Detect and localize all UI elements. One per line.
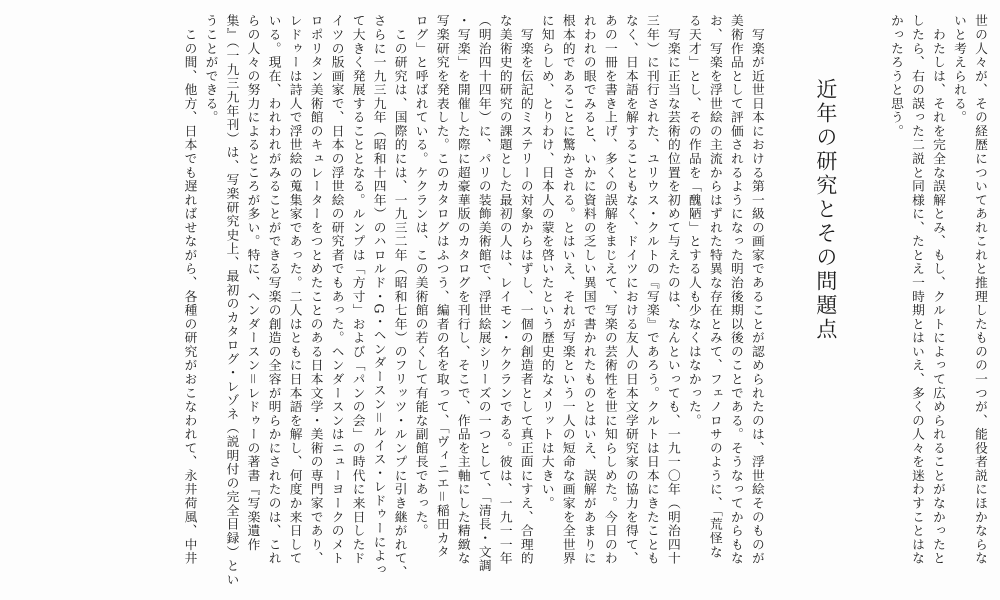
text-line: 写楽が近世日本における第一級の画家であることが認められたのは、浮世絵そのものが (748, 14, 764, 566)
text-line: 写楽に正当な芸術的位置を初めて与えたのは、なんといっても、一九一〇年（明治四十 (664, 14, 680, 566)
text-line: うことができる。 (202, 14, 218, 125)
section-heading: 近年の研究とその問題点 (813, 78, 838, 342)
text-line: イツの版画家で、日本の浮世絵の研究者でもあった。ヘンダースンはニューヨークのメト (328, 14, 344, 566)
text-line: 美術作品として評価されるようになった明治後期以後のことである。そうなってからもな (727, 14, 743, 566)
text-line: ・写楽」を開催した際に超豪華版のカタログを刊行し、そこで、作品を主軸にした精緻な (454, 14, 470, 566)
text-line: に知らしめ、とりわけ、日本人の蒙を啓いたという歴史的なメリットは大きい。 (538, 14, 554, 511)
text-line: な美術史的研究の課題とした最初の人は、レイモン・ケクランである。彼は、一九一一年 (496, 14, 512, 566)
text-line: かったろうと思う。 (887, 14, 903, 139)
text-line: て大きく発展することとなる。ルンプは「方寸」および「パンの会」の時代に来日したド (349, 14, 365, 566)
text-line: 世の人々が、その経歴についてあれこれと推理したものの一つが、能役者説にほかならな (972, 14, 987, 566)
text-line: わたしは、それを完全な誤解とみ、もし、クルトによって広められることがなかったと (929, 14, 945, 566)
vertical-text-body (178, 14, 990, 590)
text-line: 写楽を伝記的ミステリーの対象からはずし、一個の創造者として真正面にすえ、合理的 (517, 14, 533, 566)
text-line: いと考えられる。 (950, 14, 966, 125)
text-line: らの人々の努力によるところが多い。特に、ヘンダースン＝レドゥーの著書『写楽遺作 (244, 14, 260, 552)
text-line: ロポリタン美術館のキュレーターをつとめたことのある日本文学・美術の専門家であり、 (307, 14, 323, 566)
text-line: いる。現在、われわれがみることができる写楽の創造の全容が明らかにされたのは、これ (265, 14, 281, 566)
text-line: レドゥーは詩人で浮世絵の蒐集家であった。二人はともに日本語を解し、何度か来日して (286, 14, 302, 566)
text-line: お、写楽を浮世絵の主流からはずれた特異な存在とみて、フェノロサのように、「荒怪な (706, 14, 722, 559)
text-line: 集』（一九三九年刊）は、写楽研究史上、最初のカタログ・レゾネ（説明付の完全目録）とい (223, 14, 239, 587)
text-line: 根本的であることに驚かされる。とはいえ、それが写楽という一人の短命な画家を全世界 (559, 14, 575, 566)
text-line: （明治四十四年）に、パリの装飾美術館で、浮世絵展シリーズの一つとして、「清長・文調 (475, 14, 491, 573)
text-line: さらに一九三九年（昭和十四年）のハロルド・G・ヘンダースン＝ルイス・レドゥーによっ (370, 14, 386, 577)
text-line: 三年）に刊行された、ユリウス・クルトの『写楽』であろう。クルトは日本にきたことも (643, 14, 659, 566)
text-line: この間、他方、日本でも遅ればせながら、各種の研究がおこなわれて、永井荷風、中井 (181, 14, 197, 566)
text-line: れわれの眼でみると、いかに資料の乏しい異国で書かれたものとはいえ、誤解があまりに (580, 14, 596, 566)
text-line: したら、右の誤った二説と同様に、たとえ一時期とはいえ、多くの人々を迷わすことはな (908, 14, 924, 566)
text-line: 写楽研究を発表した。このカタログはふつう、編者の名を取って、「ヴィニエ＝稲田カタ (433, 14, 449, 559)
text-line: る天才」とし、その作品を「醜陋」とする人も少なくはなかった。 (685, 14, 701, 428)
text-line: ログ」と呼ばれている。ケクランは、この美術館の若くして有能な副館長であった。 (412, 14, 428, 538)
text-line: なく、日本語を解することもなく、ドイツにおける友人の日本文学研究家の協力を得て、 (622, 14, 638, 566)
text-line: あの一冊を書き上げ、多くの誤解をまじえて、写楽の芸術性を世に知らしめた。今日のわ (601, 14, 617, 566)
text-line: この研究は、国際的には、一九三二年（昭和七年）のフリッツ・ルンプに引き継がれて、 (391, 14, 407, 579)
